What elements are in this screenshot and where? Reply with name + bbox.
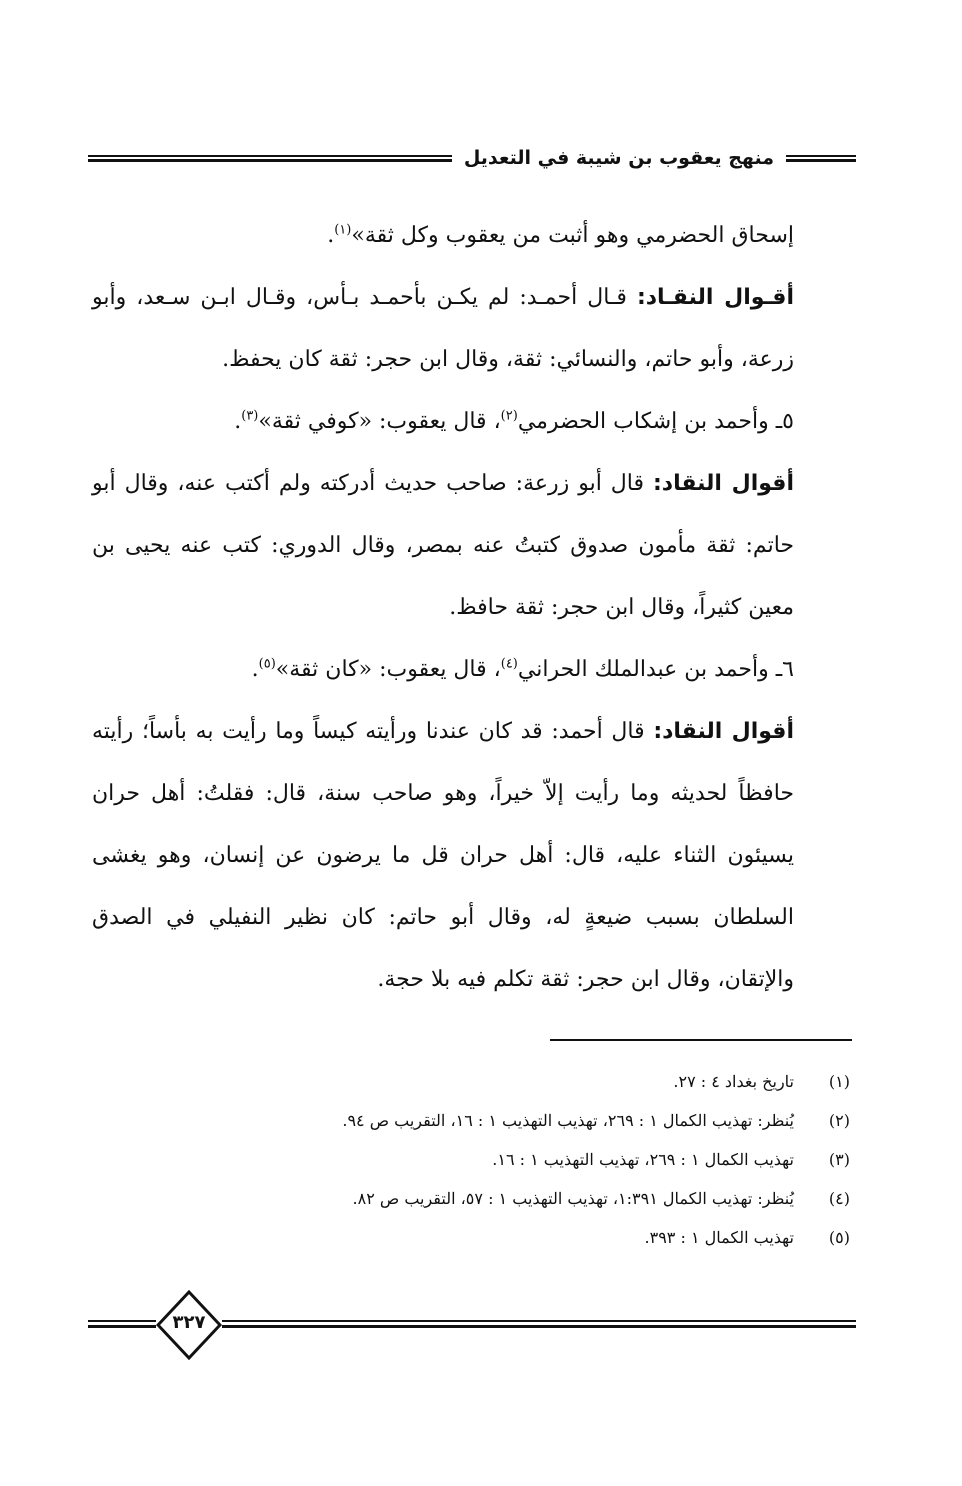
footnote-3 [150, 1140, 850, 1179]
page-number: ٣٢٧ [172, 1312, 206, 1333]
footer-rule-left [88, 1320, 156, 1328]
footnote-text: تهذيب الكمال ١ : ٣٩٣. [644, 1228, 794, 1247]
paragraph-1-text: إسحاق الحضرمي وهو أثبت من يعقوب وكل ثقة» [351, 223, 794, 248]
footnote-number: (١) [828, 1072, 850, 1091]
footnote-number: (٢) [828, 1111, 850, 1130]
running-header [88, 138, 856, 178]
footnote-separator [550, 1039, 852, 1041]
paragraph-4 [92, 453, 852, 639]
paragraph-3-text-a: ٥ـ وأحمد بن إشكاب الحضرمي [517, 409, 794, 434]
footnote-number: (٥) [828, 1228, 850, 1247]
footnote-number: (٤) [828, 1189, 850, 1208]
footnote-text: تهذيب الكمال ١ : ٢٦٩، تهذيب التهذيب ١ : ١٦. [492, 1150, 794, 1169]
footer-rule-right [222, 1320, 856, 1328]
footnote-text: يُنظر: تهذيب الكمال ١ : ٢٦٩، تهذيب التهذيب ١ : ١٦، التقريب ص ٩٤. [342, 1111, 794, 1130]
header-rule-left [88, 155, 452, 162]
paragraph-2-lead: أقـوال النقـاد: [636, 285, 794, 310]
footnote-text: تاريخ بغداد ٤ : ٢٧. [673, 1072, 794, 1091]
paragraph-3-text-b: ، قال يعقوب: «كوفي ثقة» [258, 409, 501, 434]
paragraph-2 [92, 267, 852, 391]
paragraph-5-text-b: ، قال يعقوب: «كان ثقة» [275, 657, 501, 682]
paragraph-4-text: قال أبو زرعة: صاحب حديث أدركته ولم أكتب عنه، وقال أبو حاتم: ثقة مأمون صدوق كتبتُ عنه بمصر، وقال الدوري: كتب عنه يحيى بن معين كثيراً، وقال ابن حجر: ثقة حافظ. [92, 471, 794, 620]
paragraph-5 [92, 639, 852, 701]
footnote-ref-5: (٥) [258, 656, 276, 672]
footnote-4 [150, 1179, 850, 1218]
footnote-ref-3: (٣) [241, 408, 259, 424]
footnote-5 [150, 1218, 850, 1257]
paragraph-6-text: قال أحمد: قد كان عندنا ورأيته كيساً وما رأيت به بأساً؛ رأيته حافظاً لحديثه وما رأيت إلاّ خيراً، وهو صاحب سنة، قال: فقلتُ: أهل حران يسيئون الثناء عليه، قال: أهل حران قل ما يرضون عن إنسان، وهو يغشى السلطان بسبب ضيعةٍ له، وقال أبو حاتم: كان نظير النفيلي في الصدق والإتقان، وقال ابن حجر: ثقة تكلم فيه بلا حجة. [92, 719, 794, 992]
footnote-ref-4: (٤) [500, 656, 518, 672]
footnote-ref-2: (٢) [500, 408, 518, 424]
footnote-ref-1: (١) [334, 222, 352, 238]
paragraph-3-end: . [234, 409, 242, 434]
paragraph-2-text: قـال أحمـد: لم يكـن بأحمـد بـأس، وقـال ابـن سـعد، وأبو زرعة، وأبو حاتم، والنسائي: ثقة، وقال ابن حجر: ثقة كان يحفظ. [92, 285, 794, 372]
paragraph-1-end: . [327, 223, 335, 248]
paragraph-5-text-a: ٦ـ وأحمد بن عبدالملك الحراني [517, 657, 794, 682]
running-header-title: منهج يعقوب بن شيبة في التعديل [463, 147, 774, 169]
footnote-text: يُنظر: تهذيب الكمال ١:٣٩١، تهذيب التهذيب ١ : ٥٧، التقريب ص ٨٢. [352, 1189, 794, 1208]
paragraph-6-lead: أقوال النقاد: [653, 719, 795, 744]
header-rule-right [786, 155, 856, 162]
page-footer [88, 1290, 856, 1370]
footnote-1 [150, 1062, 850, 1101]
paragraph-6 [92, 701, 852, 1011]
footnote-number: (٣) [828, 1150, 850, 1169]
paragraph-1 [92, 205, 852, 267]
paragraph-3 [92, 391, 852, 453]
footnote-2 [150, 1101, 850, 1140]
footnotes [150, 1062, 850, 1257]
paragraph-4-lead: أقوال النقاد: [653, 471, 794, 496]
body-text [92, 205, 852, 1011]
paragraph-5-end: . [251, 657, 259, 682]
